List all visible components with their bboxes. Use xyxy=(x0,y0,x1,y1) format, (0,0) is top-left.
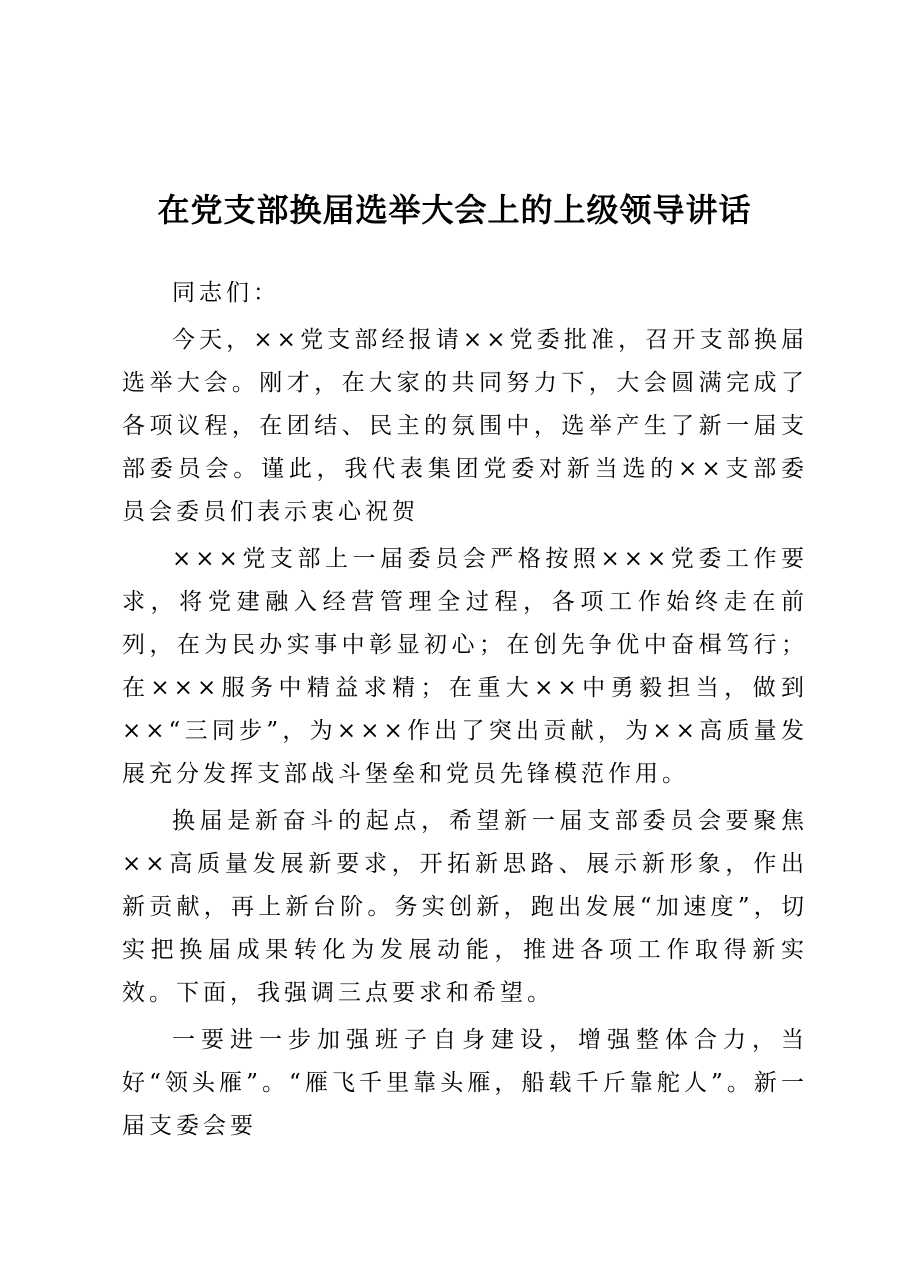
document-body xyxy=(122,272,808,1152)
paragraph-opening: 今天，××党支部经报请××党委批准，召开支部换届选举大会。刚才，在大家的共同努力下，大会圆满完成了各项议程，在团结、民主的氛围中，选举产生了新一届支部委员会。谨此，我代表集团党委对新当选的××支部委员会委员们表示衷心祝贺 xyxy=(122,327,808,525)
paragraph-requirement-one: 一要进一步加强班子自身建设，增强整体合力，当好“领头雁”。“雁飞千里靠头雁，船载千斤靠舵人”。新一届支委会要 xyxy=(122,1027,808,1139)
paragraph-salutation: 同志们： xyxy=(172,280,280,306)
paragraph-expectations: 换届是新奋斗的起点，希望新一届支部委员会要聚焦××高质量发展新要求，开拓新思路、展示新形象，作出新贡献，再上新台阶。务实创新，跑出发展“加速度”，切实把换届成果转化为发展动能，推进各项工作取得新实效。下面，我强调三点要求和希望。 xyxy=(122,808,808,1006)
document-title: 在党支部换届选举大会上的上级领导讲话 xyxy=(157,191,752,229)
paragraph-previous-committee: ×××党支部上一届委员会严格按照×××党委工作要求，将党建融入经营管理全过程，各项工作始终走在前列，在为民办实事中彰显初心；在创先争优中奋楫笃行；在×××服务中精益求精；在重大××中勇毅担当，做到××“三同步”，为×××作出了突出贡献，为××高质量发展充分发挥支部战斗堡垒和党员先锋模范作用。 xyxy=(122,546,808,787)
